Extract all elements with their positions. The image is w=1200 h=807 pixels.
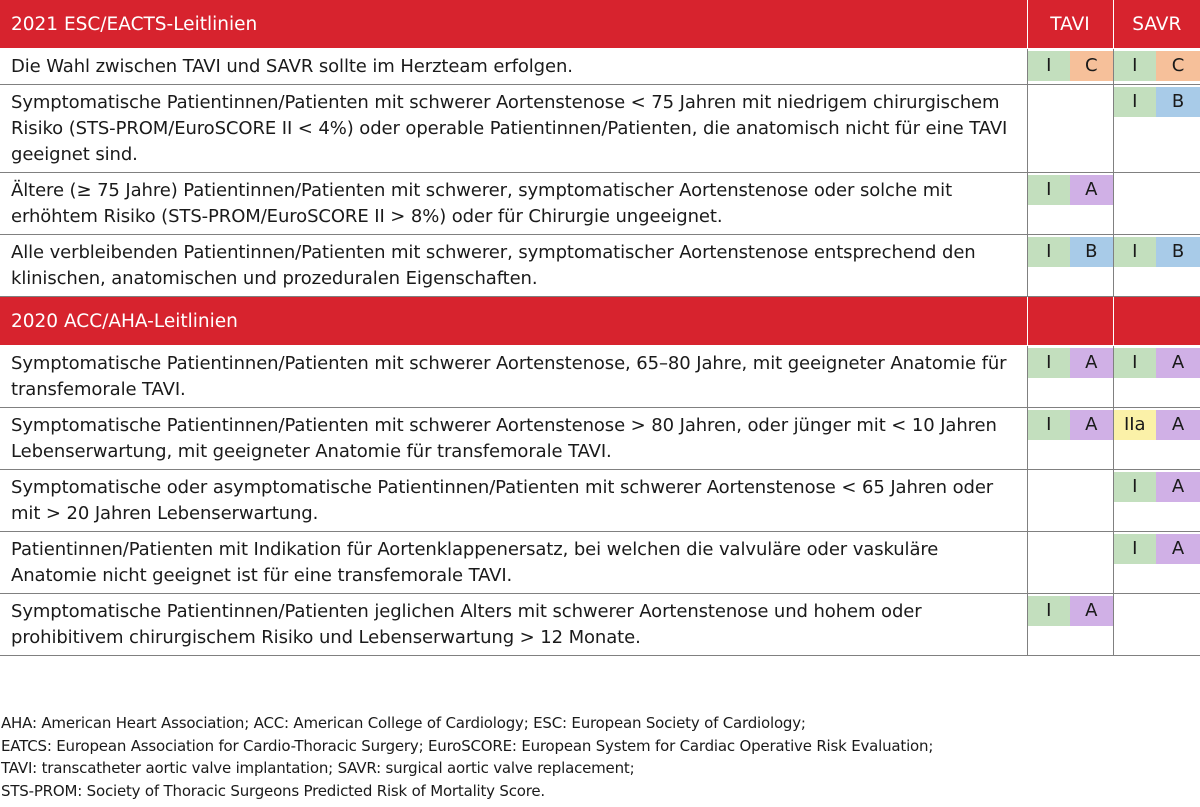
footnote-line: AHA: American Heart Association; ACC: American College of Cardiology; ESC: European Society of Cardiology; [1,714,806,732]
recommendation-class-badge: I [1114,472,1157,502]
savr-class-cell [1113,470,1156,532]
tavi-level-cell [1070,532,1113,594]
recommendation-row [0,173,1200,235]
evidence-level-badge: A [1156,410,1200,440]
savr-class-cell [1113,49,1156,85]
savr-level-cell [1156,408,1200,470]
tavi-level-cell [1070,85,1113,173]
section-header [0,297,1200,346]
evidence-level-badge: A [1156,472,1200,502]
tavi-class-cell [1027,594,1070,656]
savr-level-cell [1156,49,1200,85]
recommendation-class-badge: I [1114,348,1157,378]
recommendation-text: Symptomatische Patientinnen/Patienten mit schwerer Aortenstenose, 65–80 Jahre, mit geeigneter Anatomie für transfemorale TAVI. [0,346,1027,408]
recommendation-class-badge: I [1028,237,1071,267]
recommendation-text: Die Wahl zwischen TAVI und SAVR sollte im Herzteam erfolgen. [0,49,1027,85]
evidence-level-badge: B [1156,237,1200,267]
tavi-class-cell [1027,408,1070,470]
savr-level-cell [1156,173,1200,235]
tavi-class-cell [1027,173,1070,235]
recommendation-class-badge: I [1028,175,1071,205]
recommendation-class-badge: I [1114,237,1157,267]
savr-class-cell [1113,85,1156,173]
recommendation-class-badge: IIa [1114,410,1157,440]
savr-class-cell [1113,235,1156,297]
recommendation-text: Symptomatische oder asymptomatische Patientinnen/Patienten mit schwerer Aortenstenose < 65 Jahren oder mit > 20 Jahren Lebenserwartung. [0,470,1027,532]
tavi-level-cell [1070,49,1113,85]
footnote-line: TAVI: transcatheter aortic valve implantation; SAVR: surgical aortic valve replacement; [1,759,635,777]
evidence-level-badge: B [1070,237,1113,267]
savr-class-cell [1113,594,1156,656]
recommendation-class-badge: I [1114,51,1157,81]
tavi-level-cell [1070,470,1113,532]
tavi-class-cell [1027,49,1070,85]
recommendation-row [0,532,1200,594]
tavi-class-cell [1027,235,1070,297]
recommendation-row [0,235,1200,297]
evidence-level-badge: A [1070,596,1113,626]
savr-level-cell [1156,346,1200,408]
tavi-level-cell [1070,173,1113,235]
column-header-savr: SAVR [1113,0,1200,49]
recommendation-text: Patientinnen/Patienten mit Indikation für Aortenklappenersatz, bei welchen die valvuläre oder vaskuläre Anatomie nicht geeignet ist für eine transfemorale TAVI. [0,532,1027,594]
section-header [0,0,1200,49]
recommendation-row [0,85,1200,173]
recommendation-row [0,346,1200,408]
recommendation-class-badge: I [1028,410,1071,440]
section-title: 2020 ACC/AHA-Leitlinien [0,297,1027,346]
recommendation-text: Symptomatische Patientinnen/Patienten mit schwerer Aortenstenose > 80 Jahren, oder jünger mit < 10 Jahren Lebenserwartung, mit geeigneter Anatomie für transfemorale TAVI. [0,408,1027,470]
recommendation-row [0,470,1200,532]
recommendation-text: Alle verbleibenden Patientinnen/Patienten mit schwerer, symptomatischer Aortenstenose entsprechend den klinischen, anatomischen und prozeduralen Eigenschaften. [0,235,1027,297]
recommendation-class-badge: I [1114,87,1157,117]
savr-level-cell [1156,532,1200,594]
savr-class-cell [1113,408,1156,470]
column-header-tavi: TAVI [1027,0,1113,49]
evidence-level-badge: A [1156,348,1200,378]
tavi-class-cell [1027,532,1070,594]
evidence-level-badge: A [1070,175,1113,205]
footnote-line: STS-PROM: Society of Thoracic Surgeons Predicted Risk of Mortality Score. [1,781,546,800]
savr-level-cell [1156,235,1200,297]
recommendation-text: Symptomatische Patientinnen/Patienten mit schwerer Aortenstenose < 75 Jahren mit niedrigem chirurgischem Risiko (STS-PROM/EuroSCORE II < 4%) oder operable Patientinnen/Patienten, die anatomisch nicht für eine TAVI geeignet sind. [0,85,1027,173]
recommendation-class-badge: I [1028,596,1071,626]
evidence-level-badge: B [1156,87,1200,117]
savr-level-cell [1156,470,1200,532]
recommendation-class-badge: I [1114,534,1157,564]
column-header-blank [1113,297,1200,346]
tavi-class-cell [1027,346,1070,408]
recommendation-class-badge: I [1028,348,1071,378]
evidence-level-badge: A [1156,534,1200,564]
savr-class-cell [1113,532,1156,594]
recommendation-text: Ältere (≥ 75 Jahre) Patientinnen/Patienten mit schwerer, symptomatischer Aortenstenose oder solche mit erhöhtem Risiko (STS-PROM/EuroSCORE II > 8%) oder für Chirurgie ungeeignet. [0,173,1027,235]
tavi-level-cell [1070,408,1113,470]
tavi-class-cell [1027,470,1070,532]
tavi-class-cell [1027,85,1070,173]
evidence-level-badge: C [1070,51,1113,81]
recommendation-class-badge: I [1028,51,1071,81]
savr-class-cell [1113,346,1156,408]
tavi-level-cell [1070,594,1113,656]
column-header-blank [1027,297,1113,346]
savr-level-cell [1156,594,1200,656]
savr-class-cell [1113,173,1156,235]
tavi-level-cell [1070,346,1113,408]
recommendation-row [0,594,1200,656]
recommendation-row [0,49,1200,85]
footnote-line: EATCS: European Association for Cardio-Thoracic Surgery; EuroSCORE: European System for Cardiac Operative Risk Evaluation; [1,736,934,755]
savr-level-cell [1156,85,1200,173]
recommendation-row [0,408,1200,470]
evidence-level-badge: A [1070,410,1113,440]
evidence-level-badge: A [1070,348,1113,378]
section-title: 2021 ESC/EACTS-Leitlinien [0,0,1027,49]
recommendation-text: Symptomatische Patientinnen/Patienten jeglichen Alters mit schwerer Aortenstenose und hohem oder prohibitivem chirurgischem Risiko und Lebenserwartung > 12 Monate. [0,594,1027,656]
evidence-level-badge: C [1156,51,1200,81]
tavi-level-cell [1070,235,1113,297]
footnotes [1,712,933,802]
